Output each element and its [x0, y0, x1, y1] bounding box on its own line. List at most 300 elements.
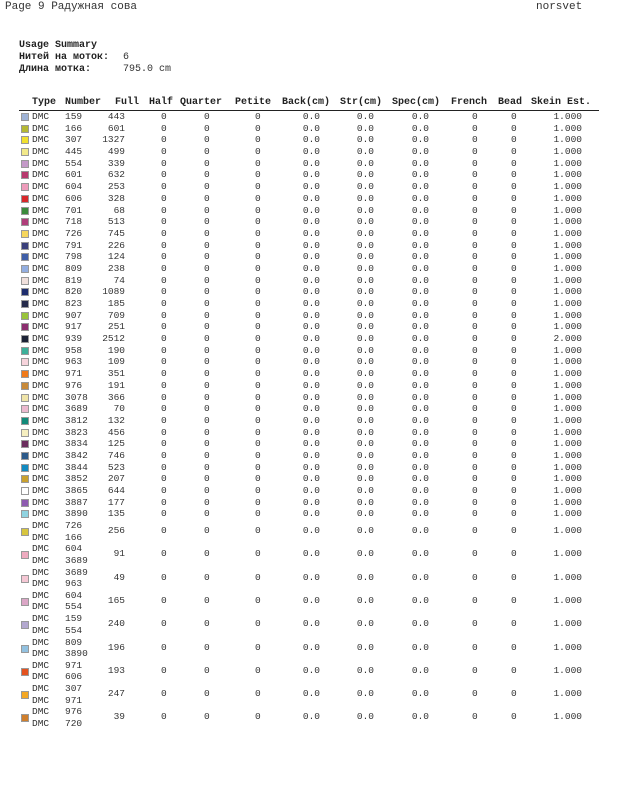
table-row: [19, 485, 599, 497]
table-row: [19, 228, 599, 240]
cell-skein: 1.000: [553, 379, 582, 391]
cell-type: DMC: [32, 146, 50, 158]
cell-str: 0.0: [356, 157, 374, 169]
cell-full: 745: [107, 227, 125, 239]
cell-half: 0: [161, 274, 167, 286]
table-row: [19, 415, 599, 427]
cell-bead: 0: [511, 134, 517, 146]
cell-str: 0.0: [356, 356, 374, 368]
cell-french: 0: [472, 356, 478, 368]
cell-half: 0: [161, 571, 167, 583]
color-swatch: [21, 598, 29, 606]
table-row: [19, 240, 599, 252]
cell-french: 0: [472, 525, 478, 537]
cell-number: 976: [65, 379, 83, 391]
cell-full: 351: [107, 368, 125, 380]
cell-bead: 0: [511, 461, 517, 473]
cell-type: DMC: [32, 438, 50, 450]
table-row: [19, 251, 599, 263]
cell-type: DMC: [32, 496, 50, 508]
cell-spec: 0.0: [411, 508, 429, 520]
cell-spec: 0.0: [411, 216, 429, 228]
cell-petite: 0: [255, 309, 261, 321]
cell-str: 0.0: [356, 344, 374, 356]
cell-bead: 0: [511, 688, 517, 700]
cell-quarter: 0: [204, 548, 210, 560]
cell-full: 226: [107, 239, 125, 251]
cell-petite: 0: [255, 525, 261, 537]
cell-quarter: 0: [204, 496, 210, 508]
cell-str: 0.0: [356, 473, 374, 485]
cell-number: 823: [65, 298, 83, 309]
cell-str: 0.0: [356, 181, 374, 193]
cell-str: 0.0: [356, 426, 374, 438]
cell-str: 0.0: [356, 286, 374, 298]
cell-half: 0: [161, 548, 167, 560]
cell-str: 0.0: [356, 548, 374, 560]
column-header: Type: [32, 97, 57, 108]
cell-quarter: 0: [204, 251, 210, 263]
cell-back: 0.0: [302, 321, 320, 333]
cell-back: 0.0: [302, 368, 320, 380]
cell-french: 0: [472, 426, 478, 438]
cell-number: 3890: [65, 508, 88, 520]
table-row: [19, 520, 599, 543]
cell-number: 3887: [65, 496, 88, 508]
cell-str: 0.0: [356, 414, 374, 426]
cell-number: 445: [65, 146, 83, 158]
color-swatch: [21, 312, 29, 320]
cell-french: 0: [472, 146, 478, 158]
column-header: Half: [149, 97, 174, 108]
cell-spec: 0.0: [411, 169, 429, 181]
cell-str: 0.0: [356, 111, 374, 122]
cell-back: 0.0: [302, 134, 320, 146]
cell-french: 0: [472, 379, 478, 391]
color-swatch: [21, 394, 29, 402]
table-row: [19, 216, 599, 228]
cell-bead: 0: [511, 111, 517, 122]
cell-type: DMC: [32, 683, 50, 695]
cell-french: 0: [472, 438, 478, 450]
table-row: [19, 660, 599, 683]
cell-bead: 0: [511, 122, 517, 134]
table-header: [19, 97, 599, 111]
cell-petite: 0: [255, 111, 261, 122]
color-swatch: [21, 347, 29, 355]
cell-bead: 0: [511, 571, 517, 583]
cell-bead: 0: [511, 485, 517, 496]
cell-bead: 0: [511, 664, 517, 676]
cell-french: 0: [472, 344, 478, 356]
cell-half: 0: [161, 309, 167, 321]
cell-type: DMC: [32, 239, 50, 251]
cell-half: 0: [161, 508, 167, 520]
cell-back: 0.0: [302, 146, 320, 158]
cell-number: 3834: [65, 438, 88, 450]
cell-str: 0.0: [356, 485, 374, 496]
table-row: [19, 543, 599, 566]
cell-half: 0: [161, 403, 167, 415]
cell-quarter: 0: [204, 239, 210, 251]
cell-back: 0.0: [302, 496, 320, 508]
cell-quarter: 0: [204, 356, 210, 368]
cell-bead: 0: [511, 368, 517, 380]
cell-full: 135: [107, 508, 125, 520]
table-row: [19, 333, 599, 345]
cell-full: 251: [107, 321, 125, 333]
cell-french: 0: [472, 239, 478, 251]
cell-skein: 1.000: [553, 309, 582, 321]
cell-str: 0.0: [356, 227, 374, 239]
cell-spec: 0.0: [411, 618, 429, 630]
cell-bead: 0: [511, 594, 517, 606]
cell-full: 190: [107, 344, 125, 356]
cell-bead: 0: [511, 192, 517, 204]
table-row: [19, 637, 599, 660]
cell-half: 0: [161, 461, 167, 473]
summary-title: Usage Summary: [19, 40, 98, 51]
column-header: French: [451, 97, 488, 108]
cell-back: 0.0: [302, 216, 320, 228]
cell-spec: 0.0: [411, 262, 429, 274]
cell-half: 0: [161, 204, 167, 216]
cell-petite: 0: [255, 333, 261, 345]
table-row: [19, 706, 599, 729]
cell-skein: 1.000: [553, 711, 582, 723]
cell-half: 0: [161, 251, 167, 263]
cell-spec: 0.0: [411, 239, 429, 251]
cell-skein: 1.000: [553, 618, 582, 630]
cell-petite: 0: [255, 711, 261, 723]
cell-spec: 0.0: [411, 192, 429, 204]
cell-quarter: 0: [204, 321, 210, 333]
cell-number: 3865: [65, 485, 88, 496]
cell-skein: 1.000: [553, 368, 582, 380]
cell-full: 456: [107, 426, 125, 438]
page-header-title: Page 9 Радужная сова: [5, 1, 138, 13]
cell-half: 0: [161, 449, 167, 461]
cell-back: 0.0: [302, 356, 320, 368]
cell-half: 0: [161, 192, 167, 204]
cell-back: 0.0: [302, 485, 320, 496]
cell-str: 0.0: [356, 298, 374, 309]
table-row: [19, 158, 599, 170]
cell-type: DMC: [32, 134, 50, 146]
cell-number: 166: [65, 531, 83, 543]
cell-bead: 0: [511, 403, 517, 415]
cell-skein: 1.000: [553, 571, 582, 583]
cell-french: 0: [472, 251, 478, 263]
cell-type: DMC: [32, 648, 50, 660]
cell-back: 0.0: [302, 274, 320, 286]
cell-spec: 0.0: [411, 496, 429, 508]
color-swatch: [21, 691, 29, 699]
cell-quarter: 0: [204, 146, 210, 158]
cell-type: DMC: [32, 298, 50, 309]
cell-number: 3852: [65, 473, 88, 485]
cell-str: 0.0: [356, 688, 374, 700]
strands-label: Нитей на моток:: [19, 52, 110, 63]
table-row: [19, 111, 599, 123]
cell-str: 0.0: [356, 525, 374, 537]
column-header: Str(cm): [340, 97, 383, 108]
cell-skein: 1.000: [553, 227, 582, 239]
table-body: [19, 111, 599, 730]
cell-skein: 1.000: [553, 286, 582, 298]
cell-full: 523: [107, 461, 125, 473]
cell-skein: 1.000: [553, 251, 582, 263]
cell-quarter: 0: [204, 157, 210, 169]
cell-petite: 0: [255, 618, 261, 630]
cell-full: 253: [107, 181, 125, 193]
cell-half: 0: [161, 216, 167, 228]
cell-bead: 0: [511, 414, 517, 426]
table-row: [19, 473, 599, 485]
cell-half: 0: [161, 111, 167, 122]
cell-spec: 0.0: [411, 204, 429, 216]
cell-quarter: 0: [204, 298, 210, 309]
color-swatch: [21, 668, 29, 676]
cell-french: 0: [472, 181, 478, 193]
cell-skein: 1.000: [553, 216, 582, 228]
cell-half: 0: [161, 356, 167, 368]
cell-full: 238: [107, 262, 125, 274]
cell-french: 0: [472, 321, 478, 333]
cell-bead: 0: [511, 426, 517, 438]
cell-half: 0: [161, 286, 167, 298]
cell-skein: 1.000: [553, 344, 582, 356]
table-row: [19, 181, 599, 193]
cell-skein: 1.000: [553, 426, 582, 438]
cell-back: 0.0: [302, 309, 320, 321]
cell-back: 0.0: [302, 403, 320, 415]
cell-full: 49: [113, 571, 125, 583]
cell-full: 1089: [102, 286, 125, 298]
cell-french: 0: [472, 618, 478, 630]
cell-skein: 1.000: [553, 239, 582, 251]
cell-petite: 0: [255, 122, 261, 134]
cell-back: 0.0: [302, 414, 320, 426]
cell-skein: 1.000: [553, 181, 582, 193]
cell-petite: 0: [255, 321, 261, 333]
cell-half: 0: [161, 239, 167, 251]
cell-french: 0: [472, 485, 478, 496]
table-row: [19, 508, 599, 520]
cell-bead: 0: [511, 496, 517, 508]
cell-str: 0.0: [356, 262, 374, 274]
cell-quarter: 0: [204, 473, 210, 485]
cell-petite: 0: [255, 274, 261, 286]
cell-number: 554: [65, 624, 83, 636]
cell-bead: 0: [511, 379, 517, 391]
cell-type: DMC: [32, 251, 50, 263]
cell-french: 0: [472, 688, 478, 700]
color-swatch: [21, 218, 29, 226]
cell-bead: 0: [511, 146, 517, 158]
skein-length-label: Длина мотка:: [19, 64, 92, 75]
cell-number: 718: [65, 216, 83, 228]
cell-half: 0: [161, 344, 167, 356]
cell-number: 726: [65, 227, 83, 239]
cell-number: 976: [65, 706, 83, 718]
cell-quarter: 0: [204, 641, 210, 653]
cell-number: 604: [65, 181, 83, 193]
color-swatch: [21, 183, 29, 191]
cell-petite: 0: [255, 134, 261, 146]
cell-half: 0: [161, 391, 167, 403]
cell-spec: 0.0: [411, 227, 429, 239]
cell-bead: 0: [511, 548, 517, 560]
cell-str: 0.0: [356, 146, 374, 158]
cell-str: 0.0: [356, 274, 374, 286]
cell-type: DMC: [32, 157, 50, 169]
cell-number: 958: [65, 344, 83, 356]
cell-number: 971: [65, 694, 83, 706]
cell-number: 3812: [65, 414, 88, 426]
color-swatch: [21, 171, 29, 179]
cell-number: 963: [65, 578, 83, 590]
cell-full: 124: [107, 251, 125, 263]
cell-type: DMC: [32, 169, 50, 181]
cell-quarter: 0: [204, 594, 210, 606]
cell-back: 0.0: [302, 449, 320, 461]
cell-spec: 0.0: [411, 461, 429, 473]
cell-half: 0: [161, 496, 167, 508]
cell-petite: 0: [255, 181, 261, 193]
cell-half: 0: [161, 594, 167, 606]
cell-quarter: 0: [204, 485, 210, 496]
cell-quarter: 0: [204, 391, 210, 403]
cell-full: 191: [107, 379, 125, 391]
cell-spec: 0.0: [411, 309, 429, 321]
cell-type: DMC: [32, 309, 50, 321]
table-row: [19, 134, 599, 146]
cell-petite: 0: [255, 251, 261, 263]
cell-french: 0: [472, 262, 478, 274]
table-row: [19, 380, 599, 392]
cell-quarter: 0: [204, 192, 210, 204]
cell-full: 339: [107, 157, 125, 169]
cell-half: 0: [161, 525, 167, 537]
cell-type: DMC: [32, 216, 50, 228]
cell-half: 0: [161, 298, 167, 309]
cell-petite: 0: [255, 216, 261, 228]
cell-str: 0.0: [356, 169, 374, 181]
cell-skein: 1.000: [553, 321, 582, 333]
cell-back: 0.0: [302, 548, 320, 560]
cell-skein: 1.000: [553, 111, 582, 122]
usage-table: [19, 97, 599, 730]
cell-str: 0.0: [356, 403, 374, 415]
cell-back: 0.0: [302, 262, 320, 274]
color-swatch: [21, 417, 29, 425]
cell-quarter: 0: [204, 111, 210, 122]
color-swatch: [21, 382, 29, 390]
cell-french: 0: [472, 204, 478, 216]
cell-full: 185: [107, 298, 125, 309]
cell-full: 644: [107, 485, 125, 496]
cell-type: DMC: [32, 356, 50, 368]
cell-full: 193: [107, 664, 125, 676]
color-swatch: [21, 714, 29, 722]
cell-back: 0.0: [302, 122, 320, 134]
table-row: [19, 683, 599, 706]
cell-french: 0: [472, 664, 478, 676]
cell-spec: 0.0: [411, 449, 429, 461]
cell-number: 726: [65, 520, 83, 532]
cell-half: 0: [161, 485, 167, 496]
cell-skein: 1.000: [553, 262, 582, 274]
cell-french: 0: [472, 134, 478, 146]
cell-half: 0: [161, 688, 167, 700]
cell-back: 0.0: [302, 664, 320, 676]
table-row: [19, 567, 599, 590]
cell-half: 0: [161, 181, 167, 193]
cell-bead: 0: [511, 333, 517, 345]
column-header: Number: [65, 97, 102, 108]
cell-full: 74: [113, 274, 125, 286]
cell-number: 604: [65, 589, 83, 601]
cell-number: 907: [65, 309, 83, 321]
cell-french: 0: [472, 274, 478, 286]
page-header-author: norsvet: [536, 1, 583, 13]
cell-french: 0: [472, 473, 478, 485]
cell-petite: 0: [255, 286, 261, 298]
cell-french: 0: [472, 286, 478, 298]
cell-skein: 1.000: [553, 192, 582, 204]
cell-full: 632: [107, 169, 125, 181]
table-row: [19, 368, 599, 380]
cell-skein: 1.000: [553, 274, 582, 286]
cell-petite: 0: [255, 461, 261, 473]
cell-back: 0.0: [302, 111, 320, 122]
cell-petite: 0: [255, 664, 261, 676]
cell-full: 247: [107, 688, 125, 700]
cell-back: 0.0: [302, 251, 320, 263]
cell-petite: 0: [255, 641, 261, 653]
cell-back: 0.0: [302, 711, 320, 723]
cell-full: 109: [107, 356, 125, 368]
table-row: [19, 356, 599, 368]
cell-full: 601: [107, 122, 125, 134]
cell-number: 3689: [65, 566, 88, 578]
cell-quarter: 0: [204, 262, 210, 274]
color-swatch: [21, 148, 29, 156]
color-swatch: [21, 464, 29, 472]
cell-back: 0.0: [302, 525, 320, 537]
cell-petite: 0: [255, 204, 261, 216]
cell-type: DMC: [32, 485, 50, 496]
cell-quarter: 0: [204, 169, 210, 181]
cell-type: DMC: [32, 659, 50, 671]
cell-bead: 0: [511, 169, 517, 181]
cell-full: 256: [107, 525, 125, 537]
cell-spec: 0.0: [411, 548, 429, 560]
cell-type: DMC: [32, 379, 50, 391]
cell-bead: 0: [511, 449, 517, 461]
cell-number: 791: [65, 239, 83, 251]
cell-str: 0.0: [356, 664, 374, 676]
cell-type: DMC: [32, 717, 50, 729]
cell-number: 307: [65, 134, 83, 146]
cell-quarter: 0: [204, 333, 210, 345]
cell-type: DMC: [32, 508, 50, 520]
table-row: [19, 263, 599, 275]
cell-skein: 1.000: [553, 461, 582, 473]
cell-type: DMC: [32, 589, 50, 601]
table-row: [19, 310, 599, 322]
